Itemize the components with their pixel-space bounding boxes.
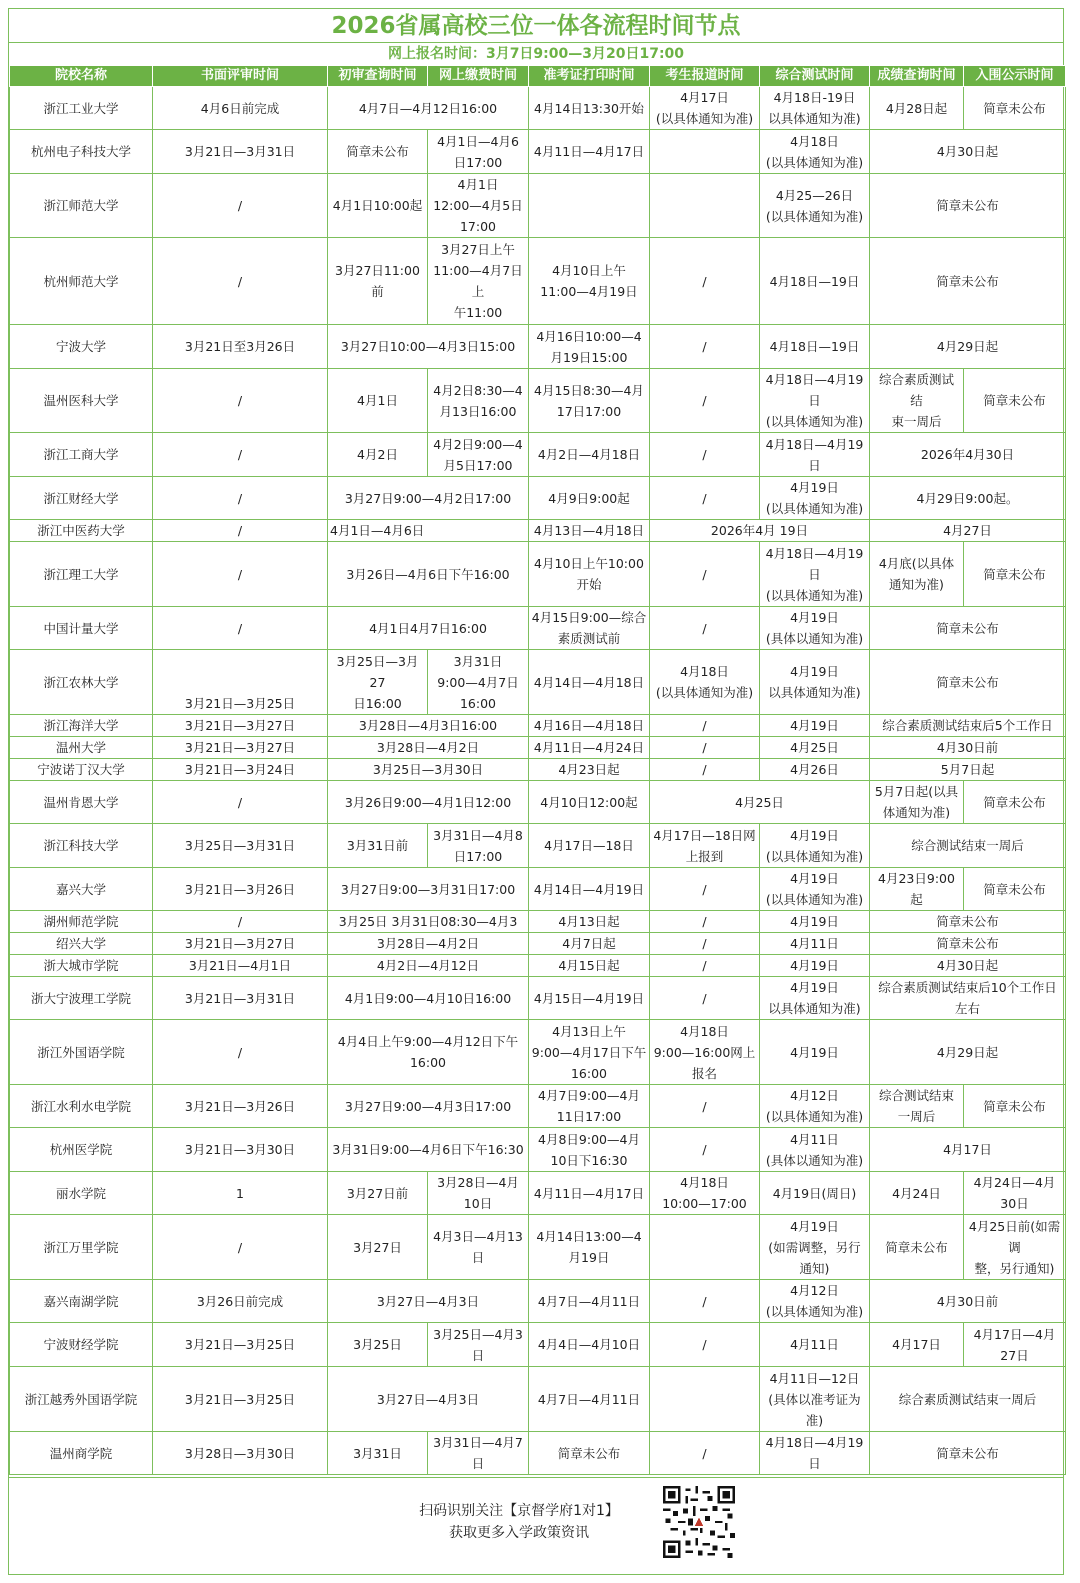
- schedule-cell: 4月7日—4月11日: [529, 1367, 650, 1432]
- schedule-cell: 4月27日: [870, 520, 1066, 542]
- schedule-cell: 3月21日至3月26日: [153, 325, 328, 369]
- school-name-cell: 丽水学院: [10, 1172, 153, 1215]
- schedule-cell: 3月28日—4月3日16:00: [328, 715, 529, 737]
- schedule-cell: /: [650, 759, 760, 781]
- school-name-cell: 浙江财经大学: [10, 477, 153, 520]
- school-name-cell: 杭州师范大学: [10, 238, 153, 325]
- schedule-cell: 4月10日12:00起: [529, 781, 650, 824]
- schedule-cell: 4月19日: [760, 955, 870, 977]
- table-row: [10, 238, 1066, 325]
- schedule-cell: 4月7日起: [529, 933, 650, 955]
- schedule-cell: 4月2日8:30—4 月13日16:00: [428, 369, 529, 433]
- schedule-cell: 4月13日上午 9:00—4月17日下午 16:00: [529, 1020, 650, 1085]
- schedule-cell: /: [650, 607, 760, 650]
- schedule-cell: 简章未公布: [870, 1432, 1066, 1475]
- schedule-cell: 4月19日(周日): [760, 1172, 870, 1215]
- school-name-cell: 宁波诺丁汉大学: [10, 759, 153, 781]
- schedule-cell: /: [153, 520, 328, 542]
- schedule-cell: 简章未公布: [870, 1215, 964, 1280]
- schedule-cell: 综合素质测试结束后10个工作日 左右: [870, 977, 1066, 1020]
- schedule-cell: 4月11日—4月24日: [529, 737, 650, 759]
- schedule-cell: 4月23日起: [529, 759, 650, 781]
- schedule-cell: /: [153, 607, 328, 650]
- schedule-cell: 4月1日: [328, 369, 428, 433]
- schedule-cell: 4月2日—4月18日: [529, 433, 650, 477]
- table-row: [10, 1432, 1066, 1475]
- schedule-cell: 3月31日 9:00—4月7日 16:00: [428, 650, 529, 715]
- schedule-cell: 4月19日 (以具体通知为准): [760, 824, 870, 868]
- schedule-cell: 3月27日前: [328, 1172, 428, 1215]
- schedule-cell: 3月21日—3月31日: [153, 130, 328, 174]
- schedule-cell: 4月7日—4月11日: [529, 1280, 650, 1323]
- schedule-cell: 4月2日—4月12日: [328, 955, 529, 977]
- schedule-cell: 简章未公布: [870, 650, 1066, 715]
- schedule-cell: 3月27日9:00—4月2日17:00: [328, 477, 529, 520]
- schedule-cell: 4月28日起: [870, 87, 964, 130]
- table-row: [10, 87, 1066, 130]
- schedule-cell: 4月11日: [760, 933, 870, 955]
- table-row: [10, 759, 1066, 781]
- schedule-cell: 4月18日 (以具体通知为准): [650, 650, 760, 715]
- table-row: [10, 1323, 1066, 1367]
- school-name-cell: 绍兴大学: [10, 933, 153, 955]
- schedule-cell: /: [650, 911, 760, 933]
- schedule-cell: 4月6日前完成: [153, 87, 328, 130]
- schedule-cell: /: [153, 1215, 328, 1280]
- schedule-cell: 4月18日—4月19 日 (以具体通知为准): [760, 369, 870, 433]
- footer-line-2: 获取更多入学政策资讯: [449, 1525, 589, 1541]
- page-title: 2026省属高校三位一体各流程时间节点: [9, 9, 1063, 43]
- schedule-cell: 3月21日—3月25日: [153, 650, 328, 715]
- school-name-cell: 杭州电子科技大学: [10, 130, 153, 174]
- schedule-cell: 3月21日—3月30日: [153, 1128, 328, 1172]
- schedule-cell: 3月27日—4月3日: [328, 1367, 529, 1432]
- schedule-cell: 简章未公布: [964, 868, 1066, 911]
- schedule-document: [8, 8, 1064, 1575]
- schedule-cell: 4月15日8:30—4月 17日17:00: [529, 369, 650, 433]
- table-row: [10, 868, 1066, 911]
- schedule-cell: 4月1日4月7日16:00: [328, 607, 529, 650]
- school-name-cell: 湖州师范学院: [10, 911, 153, 933]
- table-header-row: [10, 66, 1066, 87]
- schedule-cell: 4月4日—4月10日: [529, 1323, 650, 1367]
- schedule-cell: /: [153, 433, 328, 477]
- schedule-cell: /: [153, 477, 328, 520]
- schedule-cell: 简章未公布: [870, 911, 1066, 933]
- schedule-cell: 综合素质测试 结 束一周后: [870, 369, 964, 433]
- schedule-cell: 4月7日—4月12日16:00: [328, 87, 529, 130]
- school-name-cell: 浙江外国语学院: [10, 1020, 153, 1085]
- schedule-cell: 3月25日—4月3 日: [428, 1323, 529, 1367]
- schedule-table: [9, 65, 1066, 1475]
- schedule-cell: 3月21日—3月25日: [153, 1323, 328, 1367]
- schedule-cell: /: [650, 977, 760, 1020]
- schedule-cell: /: [650, 477, 760, 520]
- footer: [9, 1477, 1063, 1576]
- schedule-cell: /: [650, 1280, 760, 1323]
- school-name-cell: 宁波大学: [10, 325, 153, 369]
- column-header: 综合测试时间: [760, 66, 870, 87]
- schedule-cell: 4月18日—19日: [760, 325, 870, 369]
- schedule-cell: 4月19日 (以具体通知为准): [760, 477, 870, 520]
- schedule-cell: 5月7日起: [870, 759, 1066, 781]
- column-header: 考生报道时间: [650, 66, 760, 87]
- table-row: [10, 130, 1066, 174]
- schedule-cell: 3月28日—4月2日: [328, 737, 529, 759]
- schedule-cell: 3月25日—3月 27 日16:00: [328, 650, 428, 715]
- schedule-cell: 3月28日—4月 10日: [428, 1172, 529, 1215]
- table-row: [10, 369, 1066, 433]
- table-row: [10, 737, 1066, 759]
- table-row: [10, 650, 1066, 715]
- schedule-cell: 综合素质测试结束一周后: [870, 1367, 1066, 1432]
- schedule-cell: /: [153, 542, 328, 607]
- schedule-cell: 4月24日: [870, 1172, 964, 1215]
- schedule-cell: 4月18日-19日 以具体通知为准): [760, 87, 870, 130]
- schedule-cell: 4月15日9:00—综合 素质测试前: [529, 607, 650, 650]
- school-name-cell: 浙江水利水电学院: [10, 1085, 153, 1128]
- table-row: [10, 325, 1066, 369]
- schedule-cell: /: [153, 1020, 328, 1085]
- table-row: [10, 607, 1066, 650]
- schedule-cell: 综合测试结束一周后: [870, 824, 1066, 868]
- schedule-cell: 4月13日—4月18日: [529, 520, 650, 542]
- school-name-cell: 浙江越秀外国语学院: [10, 1367, 153, 1432]
- schedule-cell: 3月27日10:00—4月3日15:00: [328, 325, 529, 369]
- school-name-cell: 嘉兴南湖学院: [10, 1280, 153, 1323]
- schedule-cell: 4月1日 12:00—4月5日 17:00: [428, 174, 529, 238]
- schedule-cell: 3月25日 3月31日08:30—4月3: [328, 911, 529, 933]
- schedule-cell: /: [650, 737, 760, 759]
- schedule-cell: 4月18日 10:00—17:00: [650, 1172, 760, 1215]
- schedule-cell: 简章未公布: [964, 781, 1066, 824]
- table-row: [10, 1172, 1066, 1215]
- schedule-cell: /: [153, 781, 328, 824]
- schedule-cell: 4月10日上午 11:00—4月19日: [529, 238, 650, 325]
- schedule-cell: 4月14日—4月19日: [529, 868, 650, 911]
- schedule-cell: 4月19日: [760, 715, 870, 737]
- table-row: [10, 477, 1066, 520]
- footer-line-1: 扫码识别关注【京督学府1对1】: [419, 1503, 619, 1519]
- schedule-cell: 3月27日—4月3日: [328, 1280, 529, 1323]
- schedule-cell: /: [153, 911, 328, 933]
- column-header: 初审查询时间: [328, 66, 428, 87]
- school-name-cell: 中国计量大学: [10, 607, 153, 650]
- schedule-cell: 简章未公布: [870, 174, 1066, 238]
- schedule-cell: /: [650, 868, 760, 911]
- school-name-cell: 浙江万里学院: [10, 1215, 153, 1280]
- schedule-cell: 4月2日: [328, 433, 428, 477]
- column-header: 成绩查询时间: [870, 66, 964, 87]
- schedule-cell: 简章未公布: [529, 1432, 650, 1475]
- school-name-cell: 杭州医学院: [10, 1128, 153, 1172]
- schedule-cell: 2026年4月 19日: [650, 520, 870, 542]
- schedule-cell: 1: [153, 1172, 328, 1215]
- column-header: 入围公示时间: [964, 66, 1066, 87]
- schedule-cell: 4月30日前: [870, 737, 1066, 759]
- schedule-cell: 4月25日: [650, 781, 870, 824]
- schedule-cell: 简章未公布: [328, 130, 428, 174]
- school-name-cell: 温州大学: [10, 737, 153, 759]
- schedule-cell: [650, 1215, 760, 1280]
- schedule-cell: /: [650, 325, 760, 369]
- schedule-cell: 4月23日9:00起: [870, 868, 964, 911]
- school-name-cell: 浙江中医药大学: [10, 520, 153, 542]
- schedule-cell: 3月31日—4月7日: [428, 1432, 529, 1475]
- schedule-cell: 4月17日: [870, 1323, 964, 1367]
- schedule-cell: 简章未公布: [964, 542, 1066, 607]
- schedule-cell: 4月29日9:00起。: [870, 477, 1066, 520]
- schedule-cell: 4月1日10:00起: [328, 174, 428, 238]
- school-name-cell: 温州医科大学: [10, 369, 153, 433]
- school-name-cell: 宁波财经学院: [10, 1323, 153, 1367]
- schedule-cell: 简章未公布: [964, 369, 1066, 433]
- schedule-cell: 4月25日: [760, 737, 870, 759]
- schedule-cell: 3月26日—4月6日下午16:00: [328, 542, 529, 607]
- schedule-cell: 4月9日9:00起: [529, 477, 650, 520]
- schedule-cell: 4月11日—4月17日: [529, 130, 650, 174]
- schedule-cell: 4月26日: [760, 759, 870, 781]
- schedule-cell: 4月16日10:00—4 月19日15:00: [529, 325, 650, 369]
- schedule-cell: 4月1日—4月6日: [328, 520, 529, 542]
- table-row: [10, 542, 1066, 607]
- schedule-cell: 3月31日前: [328, 824, 428, 868]
- schedule-cell: 4月12日 (以具体通知为准): [760, 1085, 870, 1128]
- schedule-cell: 4月25日前(如需 调 整，另行通知): [964, 1215, 1066, 1280]
- schedule-cell: 4月30日起: [870, 955, 1066, 977]
- schedule-cell: 综合素质测试结束后5个工作日: [870, 715, 1066, 737]
- schedule-cell: 简章未公布: [870, 933, 1066, 955]
- schedule-cell: 3月21日—3月26日: [153, 868, 328, 911]
- table-row: [10, 933, 1066, 955]
- schedule-cell: 4月4日上午9:00—4月12日下午 16:00: [328, 1020, 529, 1085]
- schedule-cell: 3月21日—3月27日: [153, 933, 328, 955]
- schedule-cell: 4月17日—4月 27日: [964, 1323, 1066, 1367]
- schedule-cell: 4月17日: [870, 1128, 1066, 1172]
- schedule-cell: 4月11日 (具体以通知为准): [760, 1128, 870, 1172]
- school-name-cell: 浙江师范大学: [10, 174, 153, 238]
- schedule-cell: [650, 174, 760, 238]
- schedule-cell: 3月21日—3月27日: [153, 737, 328, 759]
- schedule-cell: 4月19日 以具体通知为准): [760, 650, 870, 715]
- schedule-cell: /: [650, 1323, 760, 1367]
- table-row: [10, 1215, 1066, 1280]
- schedule-cell: 4月17日 (以具体通知为准): [650, 87, 760, 130]
- schedule-cell: [650, 1367, 760, 1432]
- schedule-cell: 4月12日 (以具体通知为准): [760, 1280, 870, 1323]
- schedule-cell: 4月1日9:00—4月10日16:00: [328, 977, 529, 1020]
- table-row: [10, 715, 1066, 737]
- schedule-cell: /: [650, 715, 760, 737]
- schedule-cell: 3月26日前完成: [153, 1280, 328, 1323]
- page-subtitle: 网上报名时间：3月7日9:00—3月20日17:00: [387, 46, 685, 62]
- column-header: 网上缴费时间: [428, 66, 529, 87]
- schedule-cell: 4月18日—4月19 日: [760, 1432, 870, 1475]
- schedule-cell: 4月29日起: [870, 325, 1066, 369]
- schedule-cell: 3月28日—3月30日: [153, 1432, 328, 1475]
- schedule-cell: 4月10日上午10:00 开始: [529, 542, 650, 607]
- schedule-cell: 4月2日9:00—4 月5日17:00: [428, 433, 529, 477]
- schedule-cell: 4月8日9:00—4月 10日下16:30: [529, 1128, 650, 1172]
- schedule-cell: 4月14日—4月18日: [529, 650, 650, 715]
- schedule-cell: 3月28日—4月2日: [328, 933, 529, 955]
- school-name-cell: 温州商学院: [10, 1432, 153, 1475]
- table-row: [10, 520, 1066, 542]
- schedule-cell: /: [153, 238, 328, 325]
- table-row: [10, 977, 1066, 1020]
- schedule-cell: 简章未公布: [870, 238, 1066, 325]
- table-row: [10, 1020, 1066, 1085]
- table-row: [10, 911, 1066, 933]
- school-name-cell: 浙江农林大学: [10, 650, 153, 715]
- schedule-cell: 4月19日 (具体以通知为准): [760, 607, 870, 650]
- schedule-cell: 3月31日: [328, 1432, 428, 1475]
- school-name-cell: 嘉兴大学: [10, 868, 153, 911]
- schedule-cell: 4月14日13:30开始: [529, 87, 650, 130]
- schedule-cell: 简章未公布: [964, 87, 1066, 130]
- schedule-cell: 2026年4月30日: [870, 433, 1066, 477]
- school-name-cell: 浙江科技大学: [10, 824, 153, 868]
- school-name-cell: 浙江理工大学: [10, 542, 153, 607]
- schedule-cell: 4月3日—4月13 日: [428, 1215, 529, 1280]
- schedule-cell: 3月21日—3月31日: [153, 977, 328, 1020]
- schedule-cell: 3月21日—3月24日: [153, 759, 328, 781]
- schedule-cell: 4月18日—4月19 日: [760, 433, 870, 477]
- table-row: [10, 433, 1066, 477]
- schedule-cell: 综合测试结束 一周后: [870, 1085, 964, 1128]
- schedule-cell: 3月26日9:00—4月1日12:00: [328, 781, 529, 824]
- schedule-cell: /: [650, 1085, 760, 1128]
- schedule-cell: /: [650, 933, 760, 955]
- table-row: [10, 1085, 1066, 1128]
- schedule-cell: /: [650, 542, 760, 607]
- table-row: [10, 824, 1066, 868]
- schedule-cell: 4月17日—18日: [529, 824, 650, 868]
- table-row: [10, 1280, 1066, 1323]
- schedule-cell: 4月1日—4月6 日17:00: [428, 130, 529, 174]
- table-row: [10, 781, 1066, 824]
- schedule-cell: /: [650, 369, 760, 433]
- table-row: [10, 1367, 1066, 1432]
- footer-text: [399, 1500, 639, 1544]
- schedule-cell: 4月30日前: [870, 1280, 1066, 1323]
- schedule-cell: 4月29日起: [870, 1020, 1066, 1085]
- schedule-cell: 3月21日—4月1日: [153, 955, 328, 977]
- schedule-cell: 4月18日 9:00—16:00网上 报名: [650, 1020, 760, 1085]
- schedule-cell: 3月27日9:00—4月3日17:00: [328, 1085, 529, 1128]
- school-name-cell: 浙大城市学院: [10, 955, 153, 977]
- schedule-cell: 5月7日起(以具 体通知为准): [870, 781, 964, 824]
- schedule-cell: 4月19日 (如需调整，另行 通知): [760, 1215, 870, 1280]
- schedule-cell: 4月17日—18日网 上报到: [650, 824, 760, 868]
- schedule-cell: 4月15日—4月19日: [529, 977, 650, 1020]
- schedule-cell: 4月11日—12日 (具体以准考证为 准): [760, 1367, 870, 1432]
- schedule-cell: [529, 174, 650, 238]
- schedule-cell: 4月18日—19日: [760, 238, 870, 325]
- schedule-cell: [650, 130, 760, 174]
- schedule-cell: 4月16日—4月18日: [529, 715, 650, 737]
- schedule-cell: 3月21日—3月26日: [153, 1085, 328, 1128]
- schedule-cell: /: [650, 433, 760, 477]
- schedule-cell: 3月25日: [328, 1323, 428, 1367]
- schedule-cell: 3月27日上午 11:00—4月7日 上 午11:00: [428, 238, 529, 325]
- school-name-cell: 浙江海洋大学: [10, 715, 153, 737]
- schedule-cell: 4月19日: [760, 911, 870, 933]
- schedule-cell: 3月21日—3月27日: [153, 715, 328, 737]
- schedule-cell: 4月11日: [760, 1323, 870, 1367]
- schedule-cell: 简章未公布: [964, 1085, 1066, 1128]
- schedule-cell: 4月30日起: [870, 130, 1066, 174]
- schedule-cell: 4月24日—4月 30日: [964, 1172, 1066, 1215]
- schedule-cell: 4月14日13:00—4 月19日: [529, 1215, 650, 1280]
- schedule-cell: /: [153, 174, 328, 238]
- schedule-cell: /: [650, 1128, 760, 1172]
- table-row: [10, 1128, 1066, 1172]
- schedule-cell: 3月27日: [328, 1215, 428, 1280]
- schedule-cell: /: [153, 369, 328, 433]
- schedule-cell: 3月21日—3月25日: [153, 1367, 328, 1432]
- schedule-cell: 3月31日—4月8 日17:00: [428, 824, 529, 868]
- qr-code-icon[interactable]: [663, 1486, 735, 1558]
- schedule-cell: 4月19日: [760, 1020, 870, 1085]
- school-name-cell: 浙大宁波理工学院: [10, 977, 153, 1020]
- school-name-cell: 浙江工商大学: [10, 433, 153, 477]
- schedule-cell: 4月11日—4月17日: [529, 1172, 650, 1215]
- schedule-cell: 4月18日 (以具体通知为准): [760, 130, 870, 174]
- schedule-cell: 4月19日 (以具体通知为准): [760, 868, 870, 911]
- table-row: [10, 955, 1066, 977]
- column-header: 院校名称: [10, 66, 153, 87]
- schedule-cell: 4月19日 以具体通知为准): [760, 977, 870, 1020]
- schedule-cell: 4月25—26日 (以具体通知为准): [760, 174, 870, 238]
- schedule-cell: 3月31日9:00—4月6日下午16:30: [328, 1128, 529, 1172]
- table-row: [10, 174, 1066, 238]
- schedule-cell: 4月15日起: [529, 955, 650, 977]
- schedule-cell: 4月18日—4月19 日 (以具体通知为准): [760, 542, 870, 607]
- schedule-cell: 简章未公布: [870, 607, 1066, 650]
- schedule-cell: 3月27日11:00 前: [328, 238, 428, 325]
- schedule-cell: 3月27日9:00—3月31日17:00: [328, 868, 529, 911]
- schedule-cell: 4月7日9:00—4月 11日17:00: [529, 1085, 650, 1128]
- schedule-cell: /: [650, 1432, 760, 1475]
- schedule-cell: 4月底(以具体 通知为准): [870, 542, 964, 607]
- schedule-cell: 4月13日起: [529, 911, 650, 933]
- column-header: 书面评审时间: [153, 66, 328, 87]
- schedule-cell: /: [650, 238, 760, 325]
- column-header: 准考证打印时间: [529, 66, 650, 87]
- schedule-cell: /: [650, 955, 760, 977]
- school-name-cell: 浙江工业大学: [10, 87, 153, 130]
- schedule-cell: 3月25日—3月31日: [153, 824, 328, 868]
- school-name-cell: 温州肯恩大学: [10, 781, 153, 824]
- schedule-cell: 3月25日—3月30日: [328, 759, 529, 781]
